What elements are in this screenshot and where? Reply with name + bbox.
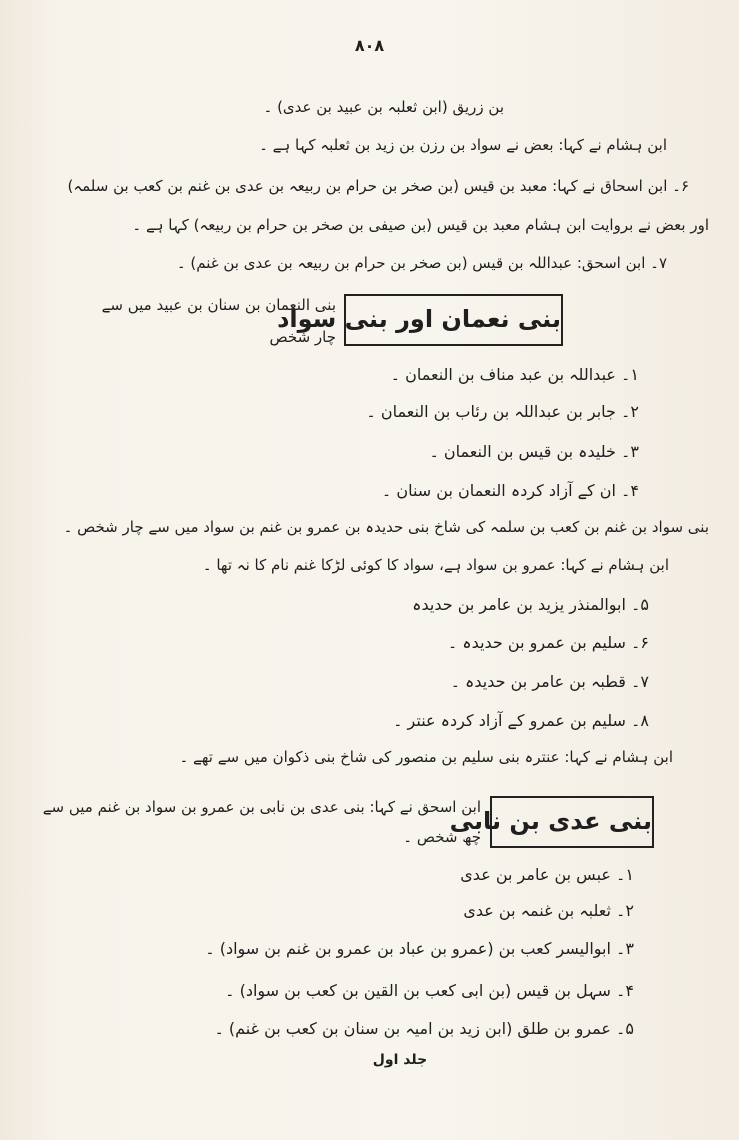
- list-item: ۳۔ خلیدہ بن قیس بن النعمان ۔: [429, 442, 639, 461]
- text-line: ابن ہشام نے کہا: عمرو بن سواد ہے، سواد کا کوئی لڑکا غنم نام کا نہ تھا ۔: [202, 556, 669, 574]
- list-item: ۱۔ عبداللہ بن عبد مناف بن النعمان ۔: [390, 365, 639, 384]
- list-item: ۳۔ ابوالیسر کعب بن (عمرو بن عباد بن عمرو بن غنم بن سواد) ۔: [205, 939, 634, 958]
- list-item: ۸۔ سلیم بن عمرو کے آزاد کردہ عنتر ۔: [393, 711, 649, 730]
- list-item: ۷۔ قطبہ بن عامر بن حدیدہ ۔: [450, 672, 649, 691]
- page-number: ۸۰۸: [354, 36, 385, 55]
- list-item: ۲۔ جابر بن عبداللہ بن رئاب بن النعمان ۔: [366, 402, 639, 421]
- section-heading-nuaman-sawad: بنی نعمان اور بنی سواد: [344, 294, 563, 346]
- text-line: ابن ہشام نے کہا: عنترہ بنی سلیم بن منصور کی شاخ بنی ذکوان میں سے تھے ۔: [179, 748, 673, 766]
- list-item: ۲۔ ثعلبہ بن غنمہ بن عدی: [463, 901, 634, 920]
- text-line: بن زریق (ابن ثعلبہ بن عبید بن عدی) ۔: [263, 98, 504, 116]
- section-intro: چار شخص: [269, 328, 336, 346]
- section-heading-adi-bin-nabi: بنی عدی بن نابی: [490, 796, 654, 848]
- text-line: اور بعض نے بروایت ابن ہشام معبد بن قیس (بن صیفی بن صخر بن حرام بن ربیعہ) کہا ہے ۔: [132, 216, 709, 234]
- text-line: ۶۔ ابن اسحاق نے کہا: معبد بن قیس (بن صخر بن حرام بن ربیعہ بن عدی بن غنم بن کعب بن سلمہ): [67, 177, 689, 195]
- text-line: بنی سواد بن غنم بن کعب بن سلمہ کی شاخ بنی حدیدہ بن عمرو بن غنم بن سواد میں سے چار شخص ۔: [63, 518, 709, 536]
- list-item: ۵۔ ابوالمنذر یزید بن عامر بن حدیدہ: [412, 595, 649, 614]
- list-item: ۱۔ عبس بن عامر بن عدی: [460, 865, 634, 884]
- list-item: ۵۔ عمرو بن طلق (ابن زید بن امیہ بن سنان بن کعب بن غنم) ۔: [214, 1019, 634, 1038]
- list-item: ۴۔ ان کے آزاد کردہ النعمان بن سنان ۔: [381, 481, 639, 500]
- section-intro: چھ شخص ۔: [403, 828, 481, 846]
- text-line: ابن ہشام نے کہا: بعض نے سواد بن رزن بن زید بن ثعلبہ کہا ہے ۔: [259, 136, 667, 154]
- section-intro: بنی النعمان بن سنان بن عبید میں سے: [101, 296, 336, 314]
- list-item: ۶۔ سلیم بن عمرو بن حدیدہ ۔: [447, 633, 649, 652]
- text-line: ۷۔ ابن اسحق: عبداللہ بن قیس (بن صخر بن حرام بن ربیعہ بن عدی بن غنم) ۔: [176, 254, 667, 272]
- volume-label: جلد اول: [372, 1052, 428, 1068]
- list-item: ۴۔ سہل بن قیس (بن ابی کعب بن القین بن کعب بن سواد) ۔: [225, 981, 634, 1000]
- section-intro: ابن اسحق نے کہا: بنی عدی بن نابی بن عمرو بن سواد بن غنم میں سے: [42, 798, 481, 816]
